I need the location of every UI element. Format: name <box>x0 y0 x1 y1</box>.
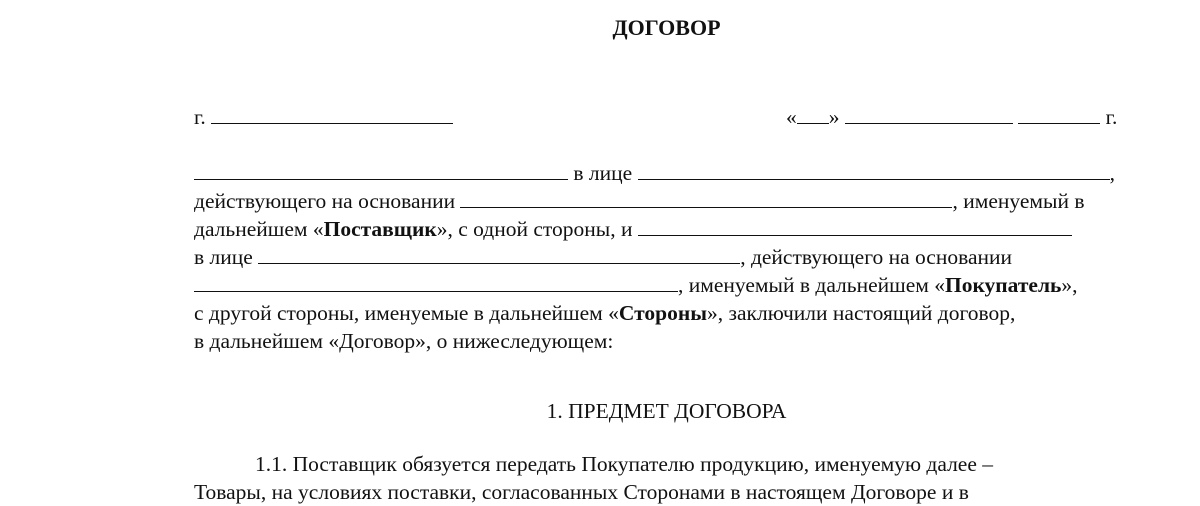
month-blank <box>845 105 1013 124</box>
concluded: », заключили настоящий договор, <box>707 301 1016 325</box>
day-blank <box>797 105 829 124</box>
city-prefix: г. <box>194 105 206 129</box>
basis-2-blank <box>194 273 678 292</box>
date-open-quote: « <box>786 105 797 129</box>
date-close-quote: » <box>828 105 840 129</box>
preamble-line-5 <box>194 271 1078 299</box>
basis-1-blank <box>460 189 952 208</box>
year-blank <box>1018 105 1100 124</box>
document-title: ДОГОВОР <box>612 15 721 40</box>
last-line: в дальнейшем «Договор», о нижеследующем: <box>194 329 614 353</box>
section-1-heading: 1. ПРЕДМЕТ ДОГОВОРА <box>546 399 787 423</box>
date-line <box>786 103 1117 131</box>
preamble-line-1 <box>194 159 1115 187</box>
clause-1-1-line-1: 1.1. Поставщик обязуется передать Покупателю продукцию, именуемую далее – <box>255 452 994 476</box>
other-side: с другой стороны, именуемые в дальнейшем « <box>194 301 619 325</box>
preamble-line-2 <box>194 187 1085 215</box>
city-blank <box>211 105 453 124</box>
city-line <box>194 103 453 131</box>
in-person-1: в лице <box>573 161 633 185</box>
representative-2-blank <box>258 245 740 264</box>
acting-basis-1: действующего на основании <box>194 189 456 213</box>
named-1: , именуемый в <box>952 189 1085 213</box>
acting-basis-2: , действующего на основании <box>740 245 1013 269</box>
parties-term: Стороны <box>618 301 708 325</box>
clause-1-1-line-2: Товары, на условиях поставки, согласованных Сторонами в настоящем Договоре и в <box>194 480 969 504</box>
preamble-line-4 <box>194 243 1012 271</box>
party-2-blank <box>638 217 1072 236</box>
preamble-line-3 <box>194 215 1072 243</box>
named-2: , именуемый в дальнейшем « <box>678 273 945 297</box>
supplier-term: Поставщик <box>323 217 437 241</box>
in-person-2: в лице <box>194 245 253 269</box>
one-side: », с одной стороны, и <box>436 217 633 241</box>
representative-1-blank <box>638 161 1110 180</box>
buyer-term: Покупатель <box>944 273 1062 297</box>
party-1-blank <box>194 161 568 180</box>
comma-1: , <box>1109 161 1115 185</box>
preamble-line-7 <box>194 327 613 355</box>
buyer-close: », <box>1061 273 1078 297</box>
year-suffix: г. <box>1105 105 1118 129</box>
preamble-line-6 <box>194 299 1015 327</box>
further-1: дальнейшем « <box>194 217 324 241</box>
